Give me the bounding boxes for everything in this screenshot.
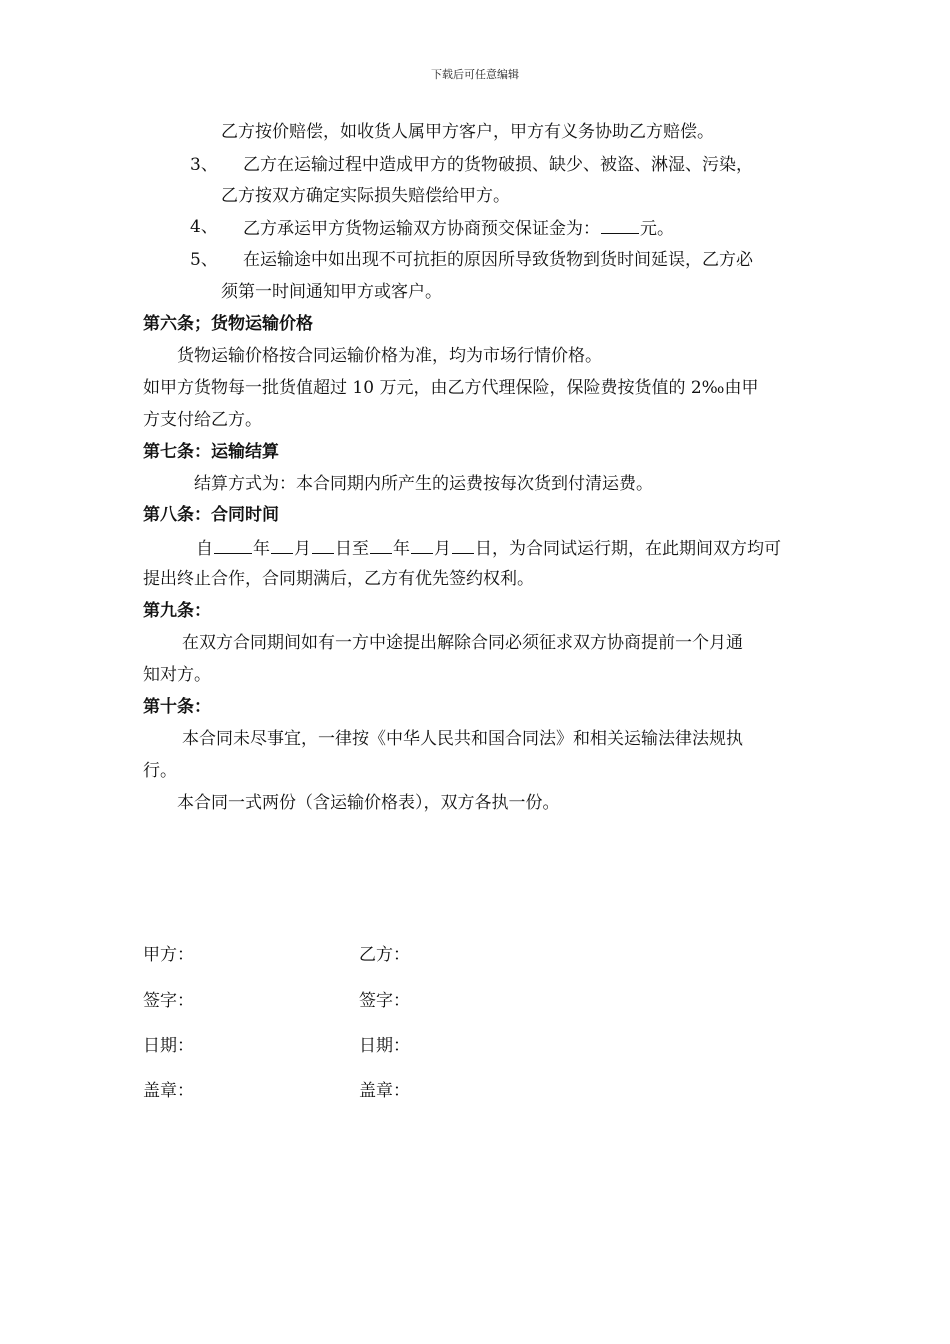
item2-continuation: 乙方按价赔偿，如收货人属甲方客户，甲方有义务协助乙方赔偿。 xyxy=(221,122,714,142)
text-month: 月 xyxy=(294,539,311,559)
article8-para1-line2: 提出终止合作，合同期满后，乙方有优先签约权利。 xyxy=(143,569,534,589)
party-b-date-label: 日期： xyxy=(359,1036,410,1056)
text-month-2: 月 xyxy=(434,539,451,559)
article10-para2: 本合同一式两份（含运输价格表），双方各执一份。 xyxy=(177,793,560,813)
item3-text-line2: 乙方按双方确定实际损失赔偿给甲方。 xyxy=(221,186,510,206)
page-header: 下载后可任意编辑 xyxy=(431,68,519,81)
party-b-seal-label: 盖章： xyxy=(359,1081,410,1101)
item4-number: 4、 xyxy=(190,217,218,237)
article6-para1: 货物运输价格按合同运输价格为准，均为市场行情价格。 xyxy=(177,346,602,366)
article10-title: 第十条： xyxy=(143,697,211,717)
blank-end-year xyxy=(370,536,392,554)
blank-start-month xyxy=(271,536,293,554)
article6-para2-line2: 方支付给乙方。 xyxy=(143,410,262,430)
party-b-signature-label: 签字： xyxy=(359,991,410,1011)
party-a-label: 甲方： xyxy=(143,945,194,965)
item5-number: 5、 xyxy=(190,250,218,270)
text-zi: 自 xyxy=(196,539,213,559)
item3-number: 3、 xyxy=(190,155,218,175)
blank-end-month xyxy=(411,536,433,554)
article6-para2-line1: 如甲方货物每一批货值超过 10 万元，由乙方代理保险，保险费按货值的 2‰由甲 xyxy=(143,378,759,398)
article8-para1-line1 xyxy=(196,536,781,560)
text-day-to: 日至 xyxy=(335,539,369,559)
text-rest: 日，为合同试运行期，在此期间双方均可 xyxy=(475,539,781,559)
article10-para1-line2: 行。 xyxy=(143,761,177,781)
article10-para1-line1: 本合同未尽事宜，一律按《中华人民共和国合同法》和相关运输法律法规执 xyxy=(182,729,743,749)
item5-text-line1: 在运输途中如出现不可抗拒的原因所导致货物到货时间延误，乙方必 xyxy=(243,250,753,270)
article9-title: 第九条： xyxy=(143,601,211,621)
item4-suffix: 元。 xyxy=(640,219,674,239)
blank-start-day xyxy=(312,536,334,554)
item4-text xyxy=(243,216,674,240)
item3-text-line1: 乙方在运输过程中造成甲方的货物破损、缺少、被盗、淋湿、污染， xyxy=(243,155,753,175)
article7-title: 第七条：运输结算 xyxy=(143,442,279,462)
item4-prefix: 乙方承运甲方货物运输双方协商预交保证金为： xyxy=(243,219,600,239)
party-a-date-label: 日期： xyxy=(143,1036,194,1056)
article7-para1: 结算方式为：本合同期内所产生的运费按每次货到付清运费。 xyxy=(194,474,653,494)
text-year-2: 年 xyxy=(393,539,410,559)
party-a-signature-label: 签字： xyxy=(143,991,194,1011)
blank-end-day xyxy=(452,536,474,554)
blank-start-year xyxy=(214,536,252,554)
deposit-blank xyxy=(601,216,639,234)
article9-para1-line1: 在双方合同期间如有一方中途提出解除合同必须征求双方协商提前一个月通 xyxy=(182,633,743,653)
item5-text-line2: 须第一时间通知甲方或客户。 xyxy=(221,282,442,302)
party-a-seal-label: 盖章： xyxy=(143,1081,194,1101)
party-b-label: 乙方： xyxy=(359,945,410,965)
article9-para1-line2: 知对方。 xyxy=(143,665,211,685)
text-year: 年 xyxy=(253,539,270,559)
article6-title: 第六条；货物运输价格 xyxy=(143,314,313,334)
article8-title: 第八条：合同时间 xyxy=(143,505,279,525)
